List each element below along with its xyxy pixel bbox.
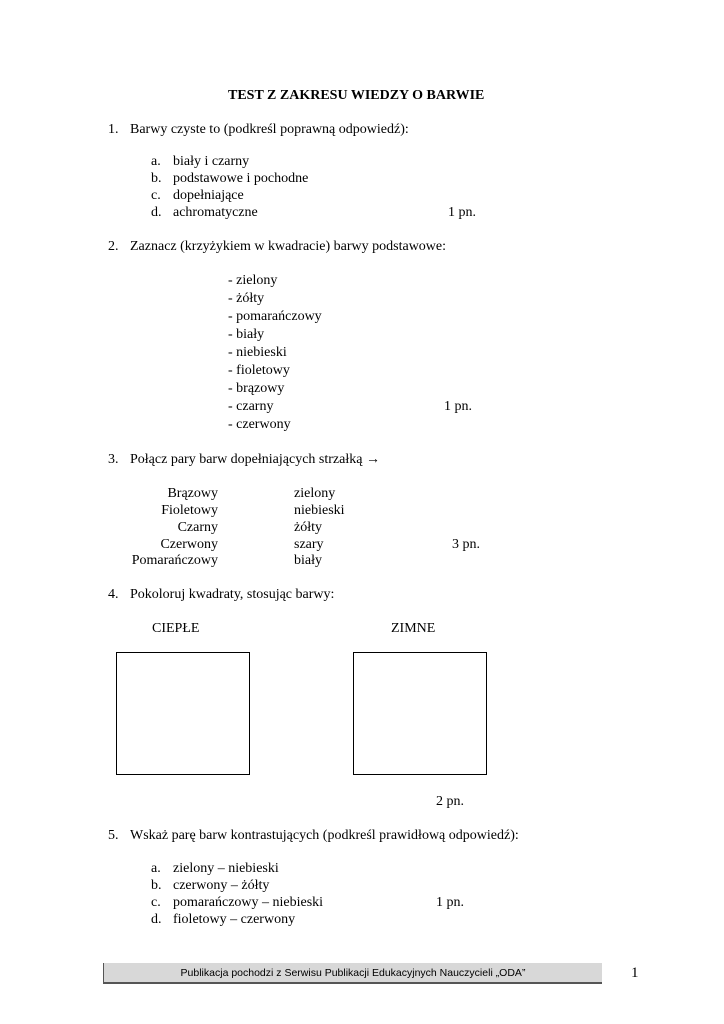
q3-right-item[interactable]: biały bbox=[294, 553, 322, 568]
q1-option-letter: c. bbox=[151, 188, 161, 203]
q4-points: 2 pn. bbox=[436, 794, 464, 809]
q5-option-letter: a. bbox=[151, 861, 161, 876]
q5-option-a[interactable]: zielony – niebieski bbox=[173, 861, 279, 876]
q3-right-item[interactable]: żółty bbox=[294, 520, 322, 535]
q2-item-czarny[interactable]: - czarny bbox=[228, 399, 274, 414]
q1-option-letter: b. bbox=[151, 171, 162, 186]
q1-option-b[interactable]: podstawowe i pochodne bbox=[173, 171, 309, 186]
q2-points: 1 pn. bbox=[444, 399, 472, 414]
q1-option-c[interactable]: dopełniające bbox=[173, 188, 244, 203]
q5-option-b[interactable]: czerwony – żółty bbox=[173, 878, 270, 893]
q4-text: Pokoloruj kwadraty, stosując barwy: bbox=[130, 587, 335, 602]
q2-item-zolty[interactable]: - żółty bbox=[228, 291, 265, 306]
cold-label: ZIMNE bbox=[391, 621, 436, 636]
q3-number: 3. bbox=[108, 452, 119, 467]
q5-option-c[interactable]: pomarańczowy – niebieski bbox=[173, 895, 324, 910]
q3-left-item[interactable]: Pomarańczowy bbox=[131, 553, 218, 568]
q1-points: 1 pn. bbox=[448, 205, 476, 220]
q3-points: 3 pn. bbox=[452, 537, 480, 552]
q1-number: 1. bbox=[108, 122, 119, 137]
q5-option-d[interactable]: fioletowy – czerwony bbox=[173, 912, 296, 927]
q5-option-letter: b. bbox=[151, 878, 162, 893]
q5-option-letter: c. bbox=[151, 895, 161, 910]
q5-option-letter: d. bbox=[151, 912, 162, 927]
warm-color-box[interactable] bbox=[116, 652, 250, 775]
q3-text: Połącz pary barw dopełniających strzałką → bbox=[130, 452, 380, 467]
warm-label: CIEPŁE bbox=[152, 621, 200, 636]
q2-item-pomaranczowy[interactable]: - pomarańczowy bbox=[228, 309, 322, 324]
q1-option-letter: a. bbox=[151, 154, 161, 169]
q5-text: Wskaż parę barw kontrastujących (podkreśl prawidłową odpowiedź): bbox=[130, 828, 519, 843]
q2-item-brazowy[interactable]: - brązowy bbox=[228, 381, 285, 396]
q1-option-d[interactable]: achromatyczne bbox=[173, 205, 258, 220]
q1-option-letter: d. bbox=[151, 205, 162, 220]
q4-number: 4. bbox=[108, 587, 119, 602]
q2-item-czerwony[interactable]: - czerwony bbox=[228, 417, 291, 432]
footer-banner: Publikacja pochodzi z Serwisu Publikacji Edukacyjnych Nauczycieli „ODA” bbox=[103, 963, 602, 984]
q1-option-a[interactable]: biały i czarny bbox=[173, 154, 250, 169]
q5-number: 5. bbox=[108, 828, 119, 843]
page-title: TEST Z ZAKRESU WIEDZY O BARWIE bbox=[228, 88, 485, 103]
cold-color-box[interactable] bbox=[353, 652, 487, 775]
q2-item-bialy[interactable]: - biały bbox=[228, 327, 265, 342]
q2-number: 2. bbox=[108, 239, 119, 254]
q3-right-item[interactable]: zielony bbox=[294, 486, 336, 501]
q2-item-fioletowy[interactable]: - fioletowy bbox=[228, 363, 290, 378]
q3-left-item[interactable]: Czerwony bbox=[160, 537, 218, 552]
q1-text: Barwy czyste to (podkreśl poprawną odpowiedź): bbox=[130, 122, 409, 137]
q2-text: Zaznacz (krzyżykiem w kwadracie) barwy podstawowe: bbox=[130, 239, 447, 254]
q3-left-item[interactable]: Brązowy bbox=[167, 486, 218, 501]
q2-item-niebieski[interactable]: - niebieski bbox=[228, 345, 287, 360]
q2-item-zielony[interactable]: - zielony bbox=[228, 273, 278, 288]
q3-right-item[interactable]: niebieski bbox=[294, 503, 345, 518]
q3-left-item[interactable]: Czarny bbox=[177, 520, 218, 535]
page-number: 1 bbox=[631, 965, 639, 981]
q5-points: 1 pn. bbox=[436, 895, 464, 910]
q3-right-item[interactable]: szary bbox=[294, 537, 324, 552]
q3-left-item[interactable]: Fioletowy bbox=[161, 503, 218, 518]
